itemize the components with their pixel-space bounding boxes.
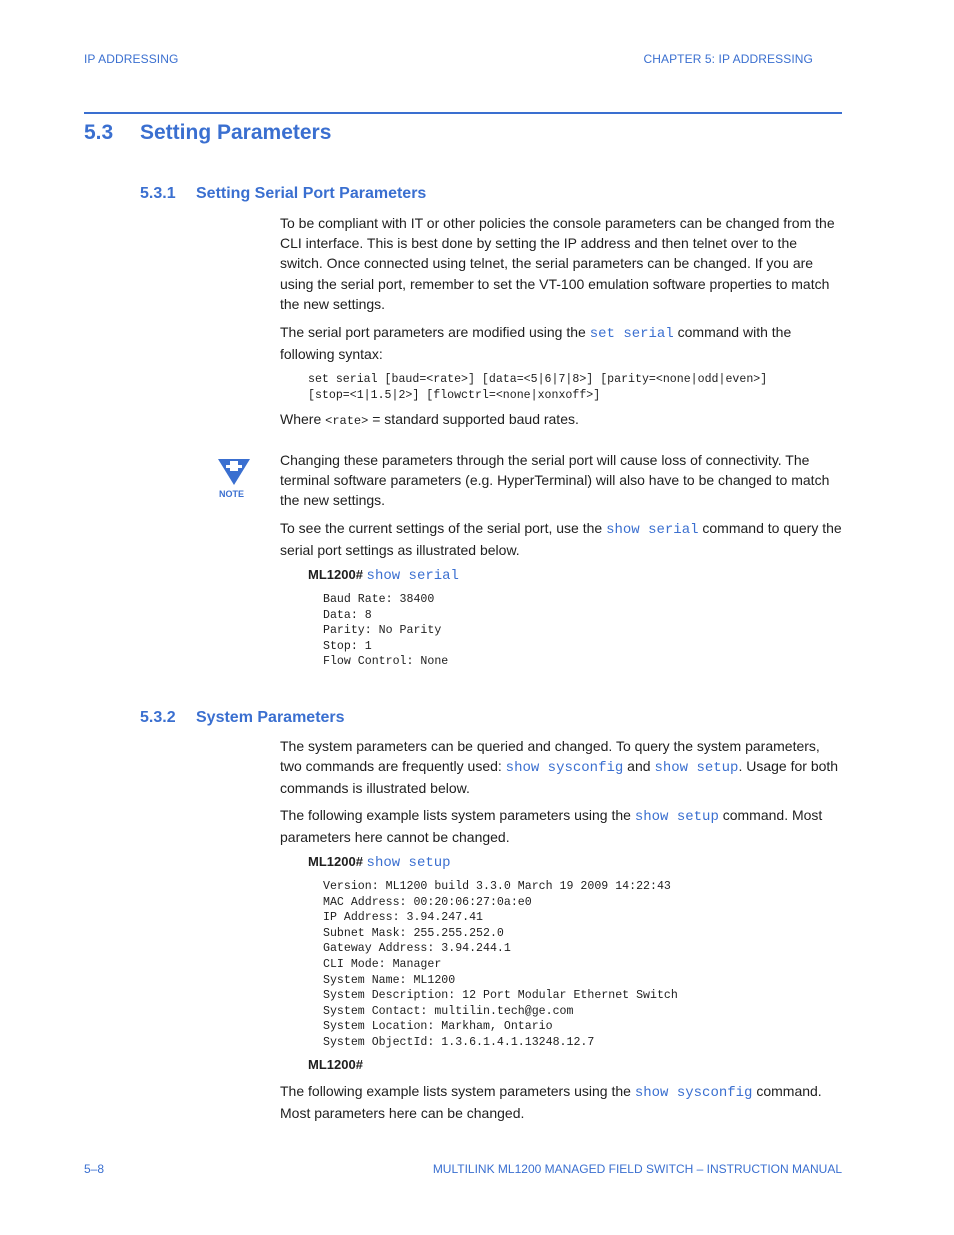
prompt-text: ML1200# [308, 854, 363, 869]
cli-prompt-end: ML1200# [308, 1057, 363, 1072]
inline-code: show sysconfig [634, 1085, 753, 1101]
show-serial-paragraph [280, 518, 842, 560]
inline-code: show serial [606, 522, 699, 538]
inline-code: set serial [589, 326, 674, 342]
subsection-title: System Parameters [196, 709, 345, 726]
text-run: and [623, 758, 655, 775]
setup-output: Version: ML1200 build 3.3.0 March 19 2009 14:22:43 MAC Address: 00:20:06:27:0a:e0 IP Address: 3.94.247.41 Subnet Mask: 255.255.252.0 Gateway Address: 3.94.244.1 CLI Mode: Manager System Name: ML1200 System Description: 12 Port Modular Ethernet Switch System Contact: multilin.tech@ge.com System Location: Markham, Ontario System ObjectId: 1.3.6.1.4.1.13248.12.7 [323, 880, 678, 1049]
inline-code: show sysconfig [505, 760, 624, 777]
text-run: = standard supported baud rates. [368, 411, 579, 427]
subsection-heading-serial [140, 185, 426, 203]
text-run: . Usage for both commands is illustrated below. [280, 758, 839, 797]
cli-prompt-setup [308, 854, 451, 871]
text-run: The serial port parameters are modified using the [280, 324, 590, 340]
show-setup-paragraph [280, 805, 842, 847]
text-run: The following example lists system parameters using the [280, 807, 635, 823]
show-sysconfig-paragraph [280, 1081, 842, 1123]
serial-intro-paragraph: To be compliant with IT or other policies the console parameters can be changed from the CLI interface. This is best done by setting the IP address and then telnet over to the switch. Once connected using telnet, the serial parameters can be changed. If you are using the serial port, remember to set the VT-100 emulation software properties to match the new settings. [280, 215, 835, 312]
text-run: command. Most parameters here can be changed. [280, 1083, 822, 1122]
baud-rate-note [280, 409, 842, 431]
system-intro-paragraph [280, 736, 842, 799]
text-run: Where [280, 411, 326, 427]
subsection-title: Setting Serial Port Parameters [196, 185, 427, 202]
running-header-left: IP ADDRESSING [84, 52, 179, 66]
text-run: command with the following syntax: [280, 324, 792, 363]
note-paragraph: Changing these parameters through the serial port will cause loss of connectivity. The terminal software parameters (e.g. HyperTerminal) will also have to be changed to match the new settings. [280, 452, 830, 509]
cli-prompt-serial [308, 567, 459, 584]
inline-code: show setup [654, 760, 739, 777]
prompt-command: show setup [366, 855, 451, 871]
text-run: command to query the serial port settings as illustrated below. [280, 520, 842, 559]
note-label: NOTE [219, 489, 245, 499]
section-number: 5.3 [84, 121, 114, 144]
running-header-right: CHAPTER 5: IP ADDRESSING [643, 52, 813, 66]
inline-code: <rate> [325, 414, 369, 428]
prompt-text: ML1200# [308, 567, 363, 582]
section-title: Setting Parameters [140, 121, 332, 144]
subsection-number: 5.3.2 [140, 709, 176, 726]
text-run: command. Most parameters here cannot be changed. [280, 807, 823, 846]
prompt-command: show serial [366, 568, 459, 584]
text-run: The following example lists system parameters using the [280, 1083, 635, 1099]
text-run: The system parameters can be queried and changed. To query the system parameters, two commands are frequently used: [280, 738, 820, 775]
manual-title-footer: MULTILINK ML1200 MANAGED FIELD SWITCH – INSTRUCTION MANUAL [432, 1162, 842, 1176]
inline-code: show setup [634, 809, 719, 825]
section-heading [84, 121, 331, 145]
serial-syntax-paragraph [280, 322, 842, 364]
page-number: 5–8 [84, 1162, 105, 1176]
subsection-heading-system [140, 709, 345, 727]
serial-output: Baud Rate: 38400 Data: 8 Parity: No Parity Stop: 1 Flow Control: None [323, 593, 449, 669]
subsection-number: 5.3.1 [140, 185, 176, 202]
serial-syntax-code: set serial [baud=<rate>] [data=<5|6|7|8>] [parity=<none|odd|even>] [stop=<1|1.5|2>] [flowctrl=<none|xonxoff>] [308, 373, 768, 402]
text-run: To see the current settings of the serial port, use the [280, 520, 607, 536]
header-rule [84, 112, 842, 114]
